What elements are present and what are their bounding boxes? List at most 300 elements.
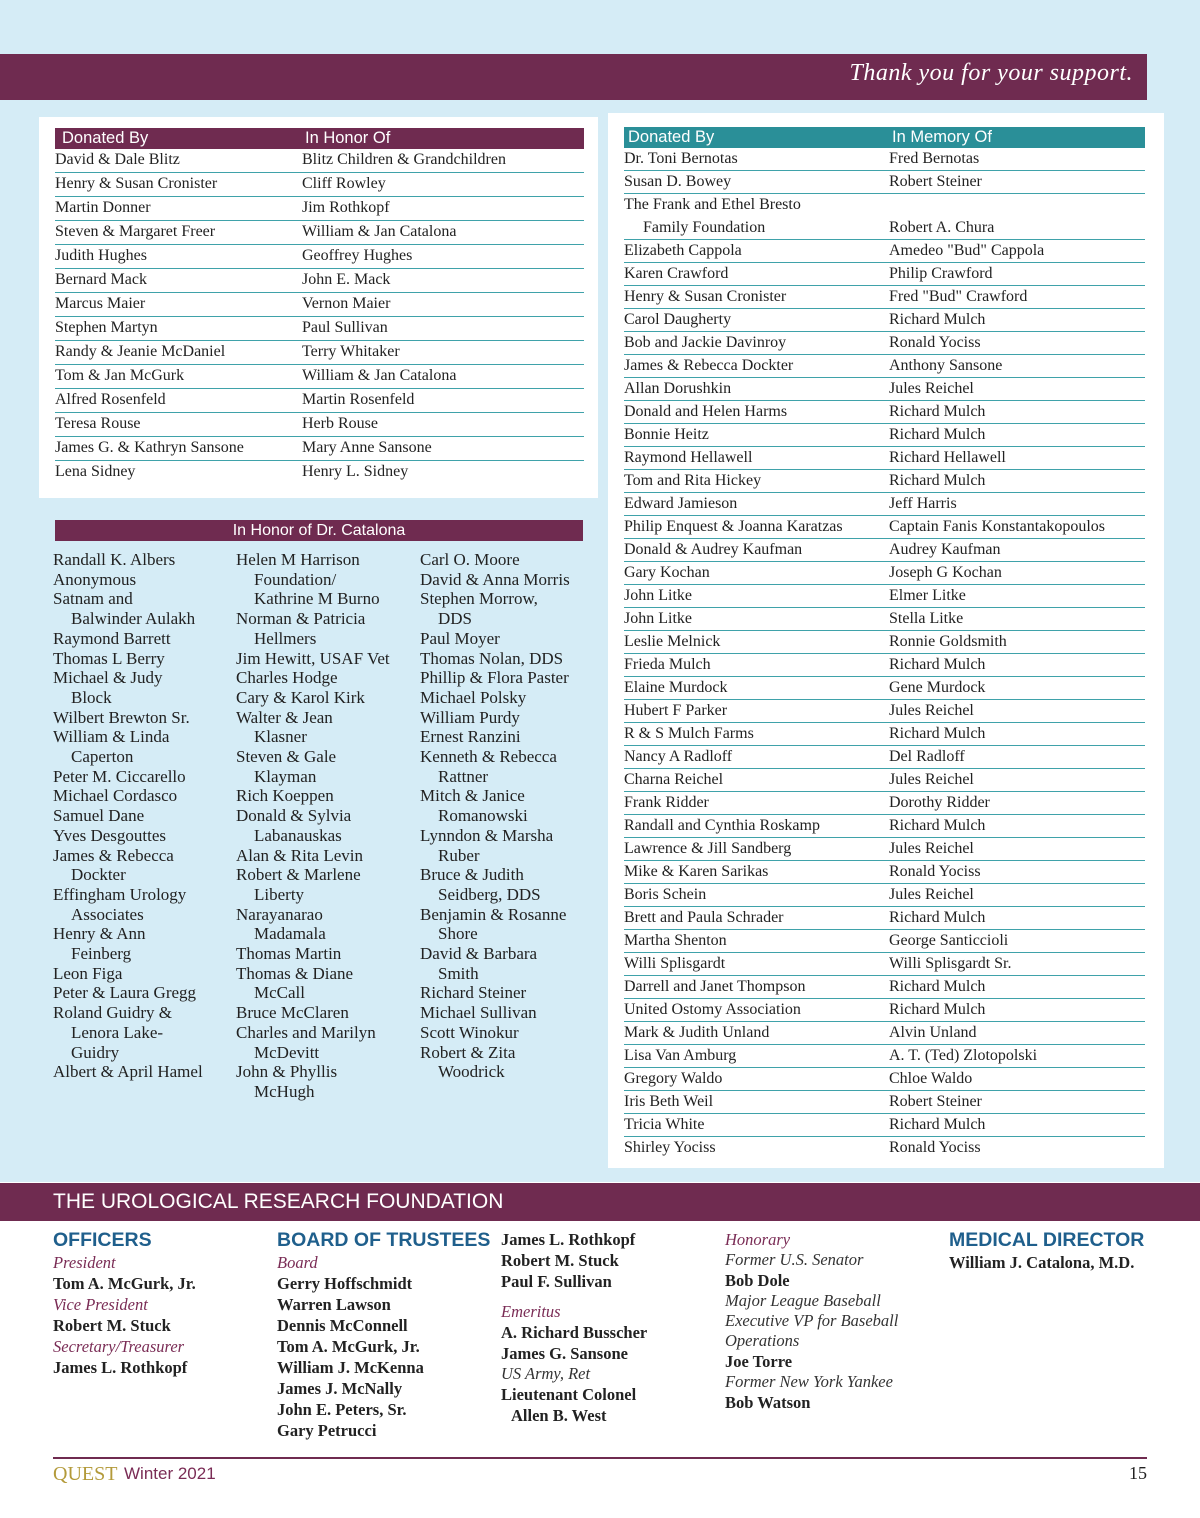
honor-donor: McHugh bbox=[254, 1081, 315, 1101]
honoree-name: Jules Reichel bbox=[889, 771, 974, 788]
honor-donor: Bruce & Judith bbox=[420, 865, 524, 885]
donor-name: Darrell and Janet Thompson bbox=[624, 978, 806, 995]
table-row bbox=[624, 401, 1145, 424]
honoree-name: Vernon Maier bbox=[302, 295, 391, 312]
role-label: President bbox=[53, 1253, 116, 1272]
donor-name: United Ostomy Association bbox=[624, 1001, 801, 1018]
honor-donor: Lynndon & Marsha bbox=[420, 825, 554, 845]
honoree-name: Captain Fanis Konstantakopoulos bbox=[889, 518, 1105, 535]
table-row bbox=[624, 907, 1145, 930]
honoree-name: Gene Murdock bbox=[889, 679, 986, 696]
honoree-name: Ronald Yociss bbox=[889, 863, 981, 880]
issue-label: Winter 2021 bbox=[124, 1464, 216, 1483]
honoree-name: Richard Mulch bbox=[889, 1116, 986, 1133]
catalona-column-2 bbox=[236, 550, 390, 1102]
table-row bbox=[624, 148, 1145, 171]
honor-donor: McDevitt bbox=[254, 1042, 320, 1062]
honoree-name: Blitz Children & Grandchildren bbox=[302, 151, 506, 168]
honoree-name: Richard Mulch bbox=[889, 426, 986, 443]
honor-donor: Raymond Barrett bbox=[53, 628, 171, 648]
honoree-name: Ronnie Goldsmith bbox=[889, 633, 1007, 650]
honor-donor: Lenora Lake- bbox=[71, 1022, 164, 1042]
honor-donor: Peter M. Ciccarello bbox=[53, 766, 186, 786]
honoree-name: Del Radloff bbox=[889, 748, 965, 765]
honor-donor: Carl O. Moore bbox=[420, 550, 520, 569]
table-row bbox=[624, 539, 1145, 562]
honoree-name: Joseph G Kochan bbox=[889, 564, 1002, 581]
honor-donor: Michael & Judy bbox=[53, 668, 163, 688]
thank-you-banner bbox=[0, 54, 1147, 100]
person-name: Joe Torre bbox=[725, 1352, 793, 1371]
person-name: Bob Watson bbox=[725, 1393, 811, 1412]
honor-donor: Jim Hewitt, USAF Vet bbox=[236, 648, 390, 668]
donor-name: Lisa Van Amburg bbox=[624, 1047, 737, 1064]
quest-logo: QUEST bbox=[53, 1463, 118, 1485]
honor-donor: Paul Moyer bbox=[420, 628, 500, 648]
honor-donor: McCall bbox=[254, 983, 305, 1003]
honor-donor: Yves Desgouttes bbox=[53, 825, 167, 845]
honoree-name: Martin Rosenfeld bbox=[302, 391, 415, 408]
table-row bbox=[624, 171, 1145, 194]
table-row bbox=[624, 608, 1145, 631]
donor-name: Elaine Murdock bbox=[624, 679, 728, 696]
table-row bbox=[624, 286, 1145, 309]
donor-name: James & Rebecca Dockter bbox=[624, 357, 794, 374]
donor-name: Martin Donner bbox=[55, 199, 151, 216]
honor-donor: Phillip & Flora Paster bbox=[420, 668, 569, 688]
table-row bbox=[624, 953, 1145, 976]
honor-donor: Madamala bbox=[254, 924, 326, 944]
honoree-name: Geoffrey Hughes bbox=[302, 247, 413, 264]
honor-donor: William Purdy bbox=[420, 707, 520, 727]
table-row bbox=[624, 1022, 1145, 1045]
table-row bbox=[55, 245, 584, 269]
role-label: Secretary/Treasurer bbox=[53, 1337, 185, 1356]
trustees-column bbox=[277, 1228, 490, 1441]
table-row bbox=[55, 437, 584, 461]
honor-donor: Alan & Rita Levin bbox=[236, 845, 364, 865]
table-row bbox=[55, 461, 584, 485]
donor-name: Randy & Jeanie McDaniel bbox=[55, 343, 226, 360]
donor-name: Bonnie Heitz bbox=[624, 426, 709, 443]
honoree-name: Richard Mulch bbox=[889, 311, 986, 328]
donor-name: Tom and Rita Hickey bbox=[624, 472, 762, 489]
person-name: Dennis McConnell bbox=[277, 1316, 408, 1335]
table-row bbox=[624, 493, 1145, 516]
donor-name: Family Foundation bbox=[643, 219, 766, 236]
table-row bbox=[624, 838, 1145, 861]
honoree-name: Richard Mulch bbox=[889, 817, 986, 834]
honoree-name: Richard Mulch bbox=[889, 978, 986, 995]
memory-rows bbox=[624, 148, 1145, 1160]
memory-panel bbox=[608, 113, 1164, 1168]
honoree-name: Ronald Yociss bbox=[889, 1139, 981, 1156]
donor-name: Boris Schein bbox=[624, 886, 707, 903]
spacer bbox=[501, 1292, 647, 1301]
person-name: Paul F. Sullivan bbox=[501, 1272, 612, 1291]
honoree-name: Terry Whitaker bbox=[302, 343, 400, 360]
honoree-name: Alvin Unland bbox=[889, 1024, 977, 1041]
honor-rows bbox=[55, 149, 584, 485]
memory-header-memory: In Memory Of bbox=[892, 128, 992, 146]
table-row bbox=[624, 217, 1145, 240]
table-row bbox=[55, 413, 584, 437]
honor-donor: Charles Hodge bbox=[236, 668, 338, 688]
table-row bbox=[55, 365, 584, 389]
honor-donor: Charles and Marilyn bbox=[236, 1022, 376, 1042]
honor-donor: Liberty bbox=[254, 884, 305, 904]
donor-name: Lawrence & Jill Sandberg bbox=[624, 840, 792, 857]
table-row bbox=[624, 976, 1145, 999]
honor-donor: Klasner bbox=[254, 727, 307, 747]
donor-name: Edward Jamieson bbox=[624, 495, 738, 512]
donor-name: Marcus Maier bbox=[55, 295, 146, 312]
honoree-name: Anthony Sansone bbox=[889, 357, 1003, 374]
honor-donor: Thomas & Diane bbox=[236, 963, 354, 983]
honor-donor: Roland Guidry & bbox=[53, 1003, 172, 1023]
honoree-name: George Santiccioli bbox=[889, 932, 1009, 949]
honor-donor: Richard Steiner bbox=[420, 983, 527, 1003]
honor-donor: DDS bbox=[438, 609, 473, 629]
honoree-name: Chloe Waldo bbox=[889, 1070, 973, 1087]
person-name: James L. Rothkopf bbox=[53, 1358, 188, 1377]
honor-donor: Smith bbox=[438, 963, 479, 983]
banner-text: Thank you for your support. bbox=[849, 60, 1133, 86]
honoree-name: Ronald Yociss bbox=[889, 334, 981, 351]
role-label: US Army, Ret bbox=[501, 1364, 591, 1383]
honoree-name: Robert A. Chura bbox=[889, 219, 995, 236]
honor-donor: Rattner bbox=[438, 766, 489, 786]
honoree-name: Cliff Rowley bbox=[302, 175, 386, 192]
honoree-name: Amedeo "Bud" Cappola bbox=[889, 242, 1045, 259]
role-label: Operations bbox=[725, 1331, 800, 1350]
honor-donor: Leon Figa bbox=[53, 963, 123, 983]
table-row bbox=[624, 723, 1145, 746]
donor-name: Susan D. Bowey bbox=[624, 173, 732, 190]
honor-donor: Satnam and bbox=[53, 589, 133, 609]
person-name: John E. Peters, Sr. bbox=[277, 1400, 407, 1419]
foundation-name: THE UROLOGICAL RESEARCH FOUNDATION bbox=[53, 1190, 504, 1213]
table-row bbox=[624, 424, 1145, 447]
honor-donor: Effingham Urology bbox=[53, 884, 187, 904]
memory-header bbox=[624, 127, 1145, 148]
honor-donor: Michael Sullivan bbox=[420, 1003, 537, 1023]
honor-donor: Woodrick bbox=[438, 1062, 505, 1082]
table-row bbox=[624, 999, 1145, 1022]
honoree-name: Mary Anne Sansone bbox=[302, 439, 432, 456]
officers-column bbox=[53, 1228, 196, 1378]
honor-donor: Albert & April Hamel bbox=[53, 1062, 203, 1082]
honor-donor: Balwinder Aulakh bbox=[71, 609, 196, 629]
person-name: Bob Dole bbox=[725, 1271, 790, 1290]
role-label: Major League Baseball bbox=[725, 1291, 881, 1310]
catalona-header: In Honor of Dr. Catalona bbox=[55, 520, 583, 541]
honoree-name: Paul Sullivan bbox=[302, 319, 388, 336]
honor-donor: Samuel Dane bbox=[53, 806, 145, 826]
honor-donor: Narayanarao bbox=[236, 904, 323, 924]
table-row bbox=[55, 317, 584, 341]
donor-name: Henry & Susan Cronister bbox=[55, 175, 218, 192]
honoree-name: Henry L. Sidney bbox=[302, 463, 409, 480]
honor-donor: Rich Koeppen bbox=[236, 786, 334, 806]
honor-donor: Michael Cordasco bbox=[53, 786, 178, 806]
donor-name: Mark & Judith Unland bbox=[624, 1024, 770, 1041]
role-label: Emeritus bbox=[501, 1302, 561, 1321]
honoree-name: Robert Steiner bbox=[889, 173, 982, 190]
honor-donor: Shore bbox=[438, 924, 478, 944]
honor-donor: Robert & Zita bbox=[420, 1042, 516, 1062]
honoree-name: A. T. (Ted) Zlotopolski bbox=[889, 1047, 1038, 1064]
honor-donor: Wilbert Brewton Sr. bbox=[53, 707, 190, 727]
honor-donor: Mitch & Janice bbox=[420, 786, 525, 806]
person-name: Robert M. Stuck bbox=[501, 1251, 619, 1270]
honor-donor: Stephen Morrow, bbox=[420, 589, 538, 609]
table-row bbox=[55, 293, 584, 317]
table-row bbox=[624, 654, 1145, 677]
honoree-name: Richard Mulch bbox=[889, 656, 986, 673]
honoree-name: Fred "Bud" Crawford bbox=[889, 288, 1028, 305]
honoree-name: Richard Mulch bbox=[889, 725, 986, 742]
table-row bbox=[624, 1137, 1145, 1160]
table-row bbox=[624, 815, 1145, 838]
person-name: Tom A. McGurk, Jr. bbox=[277, 1337, 420, 1356]
donor-name: Leslie Melnick bbox=[624, 633, 721, 650]
honor-donor: Ruber bbox=[438, 845, 480, 865]
honoree-name: Jim Rothkopf bbox=[302, 199, 390, 216]
person-name: A. Richard Busscher bbox=[501, 1323, 648, 1342]
person-name: Allen B. West bbox=[511, 1406, 607, 1425]
donor-name: Mike & Karen Sarikas bbox=[624, 863, 769, 880]
honoree-name: Stella Litke bbox=[889, 610, 964, 627]
role-label: Board bbox=[277, 1253, 318, 1272]
honor-donor: John & Phyllis bbox=[236, 1062, 338, 1082]
honor-donor: Robert & Marlene bbox=[236, 865, 361, 885]
table-row bbox=[624, 447, 1145, 470]
honor-donor: Guidry bbox=[71, 1042, 120, 1062]
table-row bbox=[624, 884, 1145, 907]
table-row bbox=[624, 516, 1145, 539]
honor-donor: James & Rebecca bbox=[53, 845, 174, 865]
donor-name: Frieda Mulch bbox=[624, 656, 711, 673]
honor-header-donated: Donated By bbox=[62, 129, 149, 147]
honor-donor: Randall K. Albers bbox=[53, 550, 176, 569]
donor-name: Tom & Jan McGurk bbox=[55, 367, 185, 384]
donor-name: Donald and Helen Harms bbox=[624, 403, 788, 420]
table-row bbox=[624, 240, 1145, 263]
table-row bbox=[624, 263, 1145, 286]
donor-name: Willi Splisgardt bbox=[624, 955, 726, 972]
table-row bbox=[624, 746, 1145, 769]
honor-donor: Labanauskas bbox=[254, 825, 342, 845]
table-row bbox=[55, 389, 584, 413]
donor-name: Henry & Susan Cronister bbox=[624, 288, 787, 305]
donor-name: Carol Daugherty bbox=[624, 311, 732, 328]
donor-name: Bernard Mack bbox=[55, 271, 147, 288]
honoree-name: Richard Mulch bbox=[889, 403, 986, 420]
memory-header-donated: Donated By bbox=[628, 128, 715, 146]
honor-donor: Helen M Harrison bbox=[236, 550, 360, 569]
honor-donor: David & Anna Morris bbox=[420, 569, 570, 589]
table-row bbox=[55, 221, 584, 245]
catalona-column-1 bbox=[53, 550, 203, 1082]
honor-donor: Klayman bbox=[254, 766, 317, 786]
donor-name: Tricia White bbox=[624, 1116, 705, 1133]
honor-donor: Hellmers bbox=[254, 628, 317, 648]
honoree-name: Jules Reichel bbox=[889, 702, 974, 719]
honor-header-honor: In Honor Of bbox=[305, 129, 391, 147]
honor-donor: Block bbox=[71, 687, 112, 707]
honor-donor: David & Barbara bbox=[420, 944, 538, 964]
donor-name: Martha Shenton bbox=[624, 932, 727, 949]
table-row bbox=[624, 677, 1145, 700]
honoree-name: Jules Reichel bbox=[889, 886, 974, 903]
donor-name: John Litke bbox=[624, 587, 692, 604]
honoree-name: Herb Rouse bbox=[302, 415, 378, 432]
person-name: James J. McNally bbox=[277, 1379, 403, 1398]
honoree-name: Richard Mulch bbox=[889, 1001, 986, 1018]
honor-donor: Seidberg, DDS bbox=[438, 884, 541, 904]
honor-donor: Foundation/ bbox=[254, 569, 337, 589]
person-name: Warren Lawson bbox=[277, 1295, 391, 1314]
table-row bbox=[624, 861, 1145, 884]
honor-donor: Feinberg bbox=[71, 944, 132, 964]
honor-donor: Caperton bbox=[71, 747, 134, 767]
honor-donor: Scott Winokur bbox=[420, 1022, 519, 1042]
table-row bbox=[624, 585, 1145, 608]
role-label: Former New York Yankee bbox=[725, 1372, 893, 1391]
table-row bbox=[624, 470, 1145, 493]
catalona-column-3 bbox=[420, 550, 570, 1082]
person-name: William J. McKenna bbox=[277, 1358, 424, 1377]
honoree-name: Elmer Litke bbox=[889, 587, 966, 604]
role-label: Executive VP for Baseball bbox=[725, 1311, 899, 1330]
director-title: MEDICAL DIRECTOR bbox=[949, 1229, 1145, 1251]
person-name: James L. Rothkopf bbox=[501, 1230, 636, 1249]
donor-name: Teresa Rouse bbox=[55, 415, 141, 432]
honor-donor: Associates bbox=[71, 904, 144, 924]
donor-name: Bob and Jackie Davinroy bbox=[624, 334, 787, 351]
honor-donor: Benjamin & Rosanne bbox=[420, 904, 567, 924]
honor-header bbox=[55, 128, 584, 149]
donor-name: Charna Reichel bbox=[624, 771, 724, 788]
donor-name: James G. & Kathryn Sansone bbox=[55, 439, 244, 456]
honor-donor: Kathrine M Burno bbox=[254, 589, 380, 609]
donor-name: Karen Crawford bbox=[624, 265, 729, 282]
role-label: Vice President bbox=[53, 1295, 148, 1314]
honor-donor: Kenneth & Rebecca bbox=[420, 747, 557, 767]
donor-name: Nancy A Radloff bbox=[624, 748, 733, 765]
table-row bbox=[624, 1068, 1145, 1091]
table-row bbox=[624, 631, 1145, 654]
honoree-name: William & Jan Catalona bbox=[302, 223, 457, 240]
honor-panel bbox=[39, 117, 598, 498]
person-name: James G. Sansone bbox=[501, 1344, 628, 1363]
donor-name: John Litke bbox=[624, 610, 692, 627]
donor-name: Iris Beth Weil bbox=[624, 1093, 714, 1110]
person-name: Robert M. Stuck bbox=[53, 1316, 171, 1335]
role-label: Former U.S. Senator bbox=[725, 1250, 864, 1269]
honoree-name: William & Jan Catalona bbox=[302, 367, 457, 384]
donor-name: Frank Ridder bbox=[624, 794, 709, 811]
donor-name: Lena Sidney bbox=[55, 463, 136, 480]
director-column bbox=[949, 1228, 1144, 1273]
honor-donor: Ernest Ranzini bbox=[420, 727, 521, 747]
honor-donor: Thomas Nolan, DDS bbox=[420, 648, 564, 668]
donor-name: The Frank and Ethel Bresto bbox=[624, 196, 801, 213]
donor-name: Philip Enquest & Joanna Karatzas bbox=[624, 518, 843, 535]
honoree-name: Audrey Kaufman bbox=[889, 541, 1001, 558]
honor-donor: Anonymous bbox=[53, 569, 137, 589]
donor-name: Donald & Audrey Kaufman bbox=[624, 541, 803, 558]
honoree-name: Willi Splisgardt Sr. bbox=[889, 955, 1012, 972]
honorary-column bbox=[725, 1229, 898, 1413]
honoree-name: Robert Steiner bbox=[889, 1093, 982, 1110]
table-row bbox=[624, 378, 1145, 401]
donor-name: Hubert F Parker bbox=[624, 702, 728, 719]
honor-donor: Romanowski bbox=[438, 806, 528, 826]
foundation-bar bbox=[0, 1183, 1200, 1221]
honor-donor: Thomas Martin bbox=[236, 944, 342, 964]
honoree-name: Richard Hellawell bbox=[889, 449, 1006, 466]
donor-name: Elizabeth Cappola bbox=[624, 242, 742, 259]
honoree-name: Richard Mulch bbox=[889, 472, 986, 489]
person-name: Tom A. McGurk, Jr. bbox=[53, 1274, 196, 1293]
honor-donor: Bruce McClaren bbox=[236, 1003, 349, 1023]
table-row bbox=[55, 341, 584, 365]
table-row bbox=[55, 197, 584, 221]
person-name: Gary Petrucci bbox=[277, 1421, 377, 1440]
person-name: William J. Catalona, M.D. bbox=[949, 1253, 1135, 1272]
table-row bbox=[624, 355, 1145, 378]
table-row bbox=[55, 269, 584, 293]
table-row bbox=[55, 173, 584, 197]
table-row bbox=[624, 1091, 1145, 1114]
trustees-column-2 bbox=[501, 1229, 647, 1426]
donor-name: Dr. Toni Bernotas bbox=[624, 150, 738, 167]
honoree-name: John E. Mack bbox=[302, 271, 391, 288]
honoree-name: Jeff Harris bbox=[889, 495, 957, 512]
honor-donor: Cary & Karol Kirk bbox=[236, 687, 365, 707]
honor-donor: Peter & Laura Gregg bbox=[53, 983, 197, 1003]
donor-name: Steven & Margaret Freer bbox=[55, 223, 216, 240]
donor-name: Randall and Cynthia Roskamp bbox=[624, 817, 820, 834]
honor-donor: Dockter bbox=[71, 865, 126, 885]
honoree-name: Fred Bernotas bbox=[889, 150, 980, 167]
honor-donor: Henry & Ann bbox=[53, 924, 146, 944]
honoree-name: Dorothy Ridder bbox=[889, 794, 990, 811]
page-number: 15 bbox=[1129, 1463, 1147, 1483]
table-row bbox=[624, 194, 1145, 217]
person-name: Lieutenant Colonel bbox=[501, 1385, 637, 1404]
donor-name: Gary Kochan bbox=[624, 564, 710, 581]
honor-donor: Steven & Gale bbox=[236, 747, 337, 767]
table-row bbox=[624, 769, 1145, 792]
donor-name: Judith Hughes bbox=[55, 247, 147, 264]
person-name: Gerry Hoffschmidt bbox=[277, 1274, 413, 1293]
table-row bbox=[624, 309, 1145, 332]
donor-name: R & S Mulch Farms bbox=[624, 725, 754, 742]
honor-donor: Thomas L Berry bbox=[53, 648, 165, 668]
officers-title: OFFICERS bbox=[53, 1229, 152, 1251]
role-label: Honorary bbox=[725, 1230, 791, 1249]
honor-donor: Donald & Sylvia bbox=[236, 806, 352, 826]
donor-name: Shirley Yociss bbox=[624, 1139, 716, 1156]
honor-donor: Walter & Jean bbox=[236, 707, 333, 727]
donor-name: Raymond Hellawell bbox=[624, 449, 753, 466]
table-row bbox=[624, 1045, 1145, 1068]
donor-name: Alfred Rosenfeld bbox=[55, 391, 166, 408]
honoree-name: Jules Reichel bbox=[889, 380, 974, 397]
